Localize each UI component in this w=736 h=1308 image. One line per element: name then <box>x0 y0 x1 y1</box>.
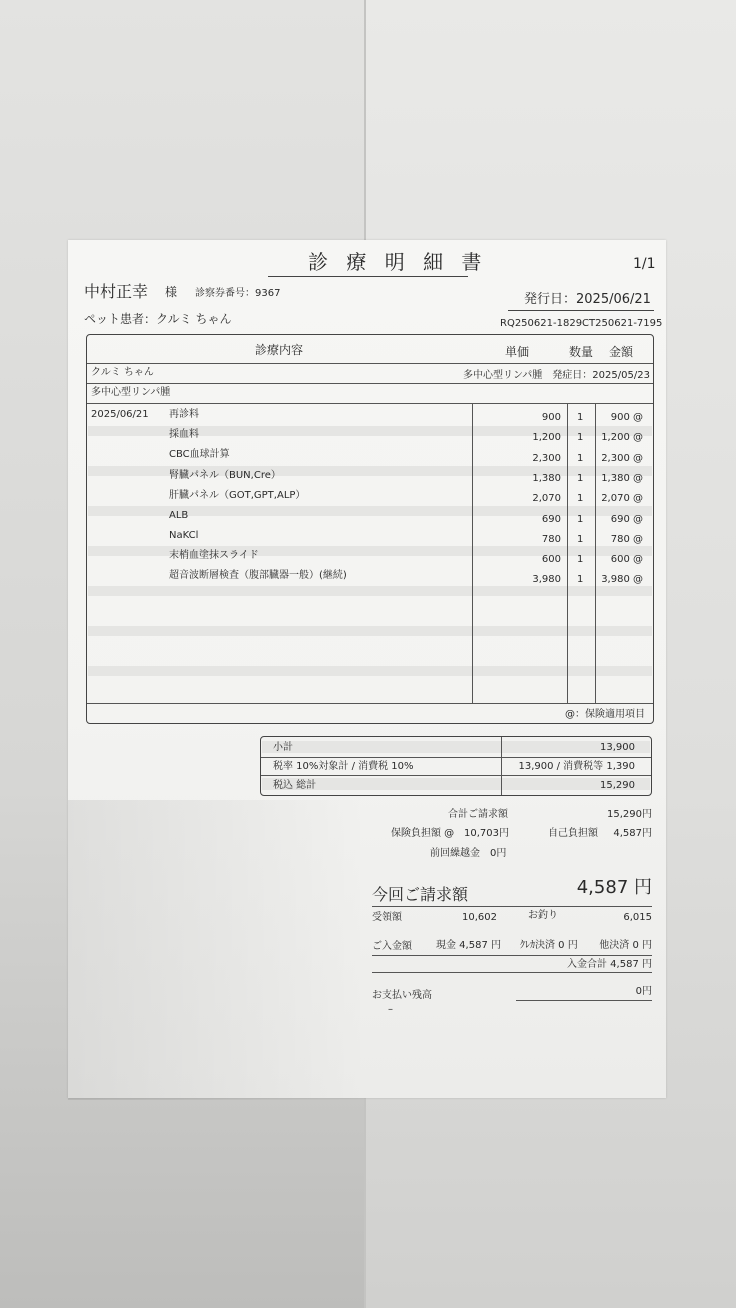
col-divider-amount <box>595 403 596 703</box>
insurance-label: 保険負担額 @ <box>391 828 455 839</box>
row-price: 3,980 <box>532 574 561 585</box>
header-divider <box>87 363 653 364</box>
row-amount: 900 @ <box>610 412 643 423</box>
tax-value: 13,900 / 消費税等 1,390 <box>518 761 635 772</box>
summary-stripe <box>262 778 650 790</box>
total-claim-value: 15,290円 <box>607 809 652 820</box>
summary-row-line <box>261 757 651 758</box>
row-qty: 1 <box>577 534 584 545</box>
subtotal-label: 小計 <box>273 742 293 753</box>
row-price: 600 <box>541 554 561 565</box>
pet-patient: ペット患者：クルミ ちゃん <box>84 312 232 326</box>
owner-honorific: 様 <box>165 285 178 299</box>
row-item: ALB <box>169 510 189 521</box>
row-amount: 600 @ <box>610 554 643 565</box>
received-label: 受領額 <box>372 912 402 923</box>
row-price: 2,300 <box>532 453 561 464</box>
balance-label: お支払い残高 <box>372 990 432 1001</box>
page-number: 1/1 <box>633 256 656 272</box>
row-item: 肝臓パネル（GOT,GPT,ALP） <box>169 490 306 501</box>
self-pay-value: 4,587円 <box>613 828 652 839</box>
row-item: NaKCl <box>169 530 199 541</box>
row-qty: 1 <box>577 453 584 464</box>
row-price: 1,200 <box>532 432 561 443</box>
row-price: 780 <box>541 534 561 545</box>
row-item: 超音波断層検査（腹部臓器一般）(継続) <box>169 570 347 581</box>
carryover-value: 0円 <box>490 848 507 859</box>
col-divider-qty <box>567 403 568 703</box>
row-qty: 1 <box>577 493 584 504</box>
document-title: 診 療 明 細 書 <box>308 250 488 274</box>
row-item: 採血料 <box>169 429 199 440</box>
col-divider-price <box>472 403 473 703</box>
row-amount: 1,200 @ <box>601 432 643 443</box>
treatment-table <box>86 334 654 724</box>
received-value: 10,602 <box>462 912 497 923</box>
header-qty: 数量 <box>569 345 594 359</box>
row-qty: 1 <box>577 554 584 565</box>
deposit-credit: ｸﾚｶ決済 0 円 <box>520 940 578 951</box>
deposit-label: ご入金額 <box>372 941 412 952</box>
owner-name: 中村正幸 <box>84 282 149 301</box>
current-claim-value: 4,587 円 <box>576 877 652 898</box>
disease-name: 多中心型リンパ腫 <box>91 387 171 398</box>
balance-underline <box>516 1000 652 1001</box>
row-amount: 3,980 @ <box>601 574 643 585</box>
self-pay-label: 自己負担額 <box>548 828 598 839</box>
row-item: 再診料 <box>169 409 199 420</box>
deposit-total-underline <box>372 972 652 973</box>
dash-mark: – <box>388 1004 393 1015</box>
change-label: お釣り <box>528 910 558 921</box>
receipt-id: RQ250621-1829CT250621-7195 <box>500 318 663 329</box>
summary-divider <box>501 737 502 795</box>
deposit-total: 入金合計 4,587 円 <box>567 959 652 970</box>
issue-date-underline <box>508 310 654 311</box>
row-amount: 2,300 @ <box>601 453 643 464</box>
row-item: 末梢血塗抹スライド <box>169 550 259 561</box>
card-number: 診察券番号：9367 <box>195 288 281 299</box>
insurance-value: 10,703円 <box>464 828 509 839</box>
row-amount: 780 @ <box>610 534 643 545</box>
hand-shadow <box>68 800 368 1100</box>
row-price: 900 <box>541 412 561 423</box>
change-value: 6,015 <box>623 912 652 923</box>
summary-row-line <box>261 775 651 776</box>
row-qty: 1 <box>577 432 584 443</box>
row-qty: 1 <box>577 473 584 484</box>
disease-onset: 多中心型リンパ腫 発症日：2025/05/23 <box>463 370 650 381</box>
subtotal-value: 13,900 <box>600 742 635 753</box>
row-price: 1,380 <box>532 473 561 484</box>
balance-value: 0円 <box>635 986 652 997</box>
issue-date: 発行日：2025/06/21 <box>524 292 651 307</box>
pet-divider <box>87 383 653 384</box>
row-amount: 2,070 @ <box>601 493 643 504</box>
receipt-paper <box>68 240 666 1098</box>
row-qty: 1 <box>577 574 584 585</box>
header-amount: 金額 <box>609 345 634 359</box>
tax-label: 税率 10%対象計 / 消費税 10% <box>273 761 414 772</box>
summary-stripe <box>262 741 650 753</box>
deposit-other: 他決済 0 円 <box>599 940 652 951</box>
row-qty: 1 <box>577 412 584 423</box>
table-bottom-divider <box>87 703 653 704</box>
total-claim-label: 合計ご請求額 <box>448 809 508 820</box>
row-item: CBC血球計算 <box>169 449 230 460</box>
deposit-cash: 現金 4,587 円 <box>436 940 501 951</box>
title-underline <box>268 276 468 277</box>
row-price: 690 <box>541 514 561 525</box>
row-amount: 1,380 @ <box>601 473 643 484</box>
insurance-footnote: @：保険適用項目 <box>565 709 645 720</box>
row-price: 2,070 <box>532 493 561 504</box>
row-item: 腎臓パネル（BUN,Cre） <box>169 470 281 481</box>
pet-name: クルミ ちゃん <box>91 367 154 378</box>
total-label: 税込 総計 <box>273 780 317 791</box>
deposit-underline <box>372 955 652 956</box>
row-qty: 1 <box>577 514 584 525</box>
carryover-label: 前回繰越金 <box>430 848 480 859</box>
header-unit-price: 単価 <box>505 345 530 359</box>
total-value: 15,290 <box>600 780 635 791</box>
current-claim-underline <box>372 906 652 907</box>
summary-box <box>260 736 652 796</box>
row-amount: 690 @ <box>610 514 643 525</box>
header-content: 診療内容 <box>255 343 304 357</box>
treatment-date: 2025/06/21 <box>91 409 149 420</box>
disease-divider <box>87 403 653 404</box>
current-claim-label: 今回ご請求額 <box>372 885 469 904</box>
